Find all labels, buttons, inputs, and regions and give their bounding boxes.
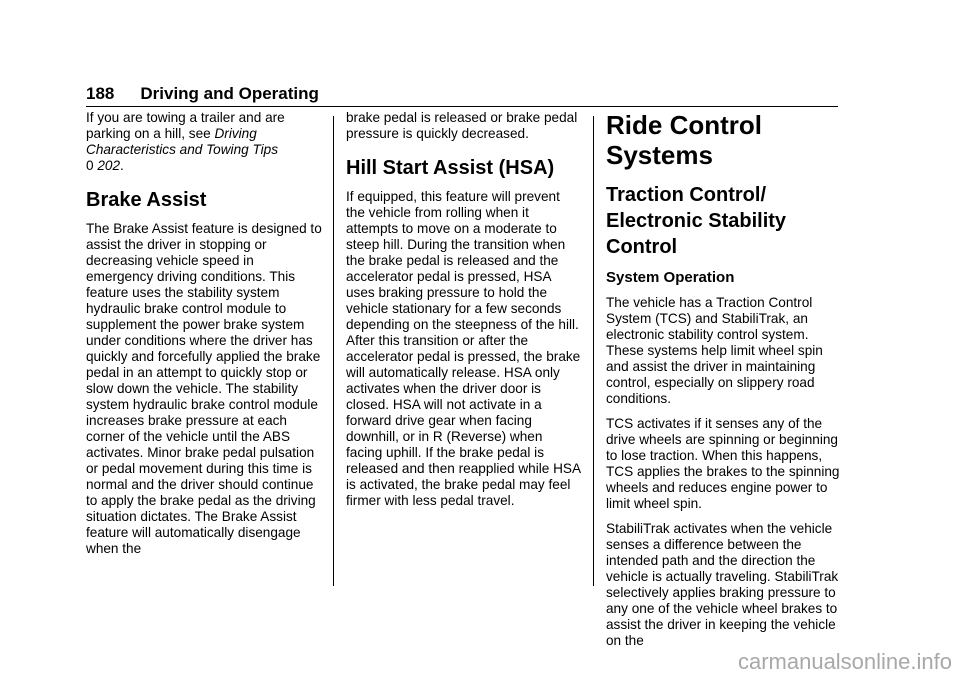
system-operation-heading: System Operation [606, 269, 735, 286]
column-divider [593, 116, 594, 586]
column-divider [333, 116, 334, 586]
column-middle [346, 110, 582, 518]
system-operation-p3: StabiliTrak activates when the vehicle senses a difference between the intended path and the direction the vehicle is actually traveling. StabiliTrak selectively applies braking pressure to any one of the vehicle wheel brakes to assist the driver in keeping the vehicle on the [606, 521, 839, 648]
header-rule [86, 106, 838, 107]
column-left [86, 110, 322, 566]
traction-control-heading: Traction Control/ Electronic Stability Control [606, 184, 787, 258]
brake-assist-heading: Brake Assist [86, 189, 207, 211]
page-ref-symbol: 0 [86, 158, 94, 173]
towing-link[interactable]: Driving Characteristics and Towing Tips [86, 126, 279, 157]
page-ref[interactable]: 202 [97, 158, 121, 173]
towing-note [86, 110, 322, 174]
ride-control-title: Ride Control Systems [606, 110, 762, 170]
towing-note-text: If you are towing a trailer and are parking on a hill, see [86, 110, 285, 141]
page-header [86, 84, 319, 104]
watermark: carmanualsonline.info [737, 649, 952, 674]
system-operation-p2: TCS activates if it senses any of the drive wheels are spinning or beginning to lose traction. When this happens, TCS applies the brakes to the spinning wheels and reduces engine power to limit wheel spin. [606, 416, 840, 511]
towing-note-end: . [120, 158, 124, 173]
hsa-heading: Hill Start Assist (HSA) [346, 157, 555, 179]
section-title: Driving and Operating [140, 84, 319, 103]
hsa-body: If equipped, this feature will prevent the vehicle from rolling when it attempts to move on a moderate to steep hill. During the transition when the brake pedal is released and the accelerator pedal is pressed, HSA uses braking pressure to hold the vehicle stationary for a few seconds depending on the steepness of the hill. After this transition or after the accelerator pedal is pressed, the brake will automatically release. HSA only activates when the driver door is closed. HSA will not activate in a forward drive gear when facing downhill, or in R (Reverse) when facing uphill. If the brake pedal is released and then reapplied while HSA is activated, the brake pedal may feel firmer with less pedal travel. [346, 189, 581, 508]
page-number: 188 [86, 84, 115, 103]
brake-assist-continued: brake pedal is released or brake pedal pressure is quickly decreased. [346, 110, 578, 141]
column-right [606, 110, 842, 658]
system-operation-p1: The vehicle has a Traction Control System (TCS) and StabiliTrak, an electronic stability control system. These systems help limit wheel spin and assist the driver in maintaining control, especially on slippery road conditions. [606, 295, 823, 406]
brake-assist-body: The Brake Assist feature is designed to assist the driver in stopping or decreasing vehicle speed in emergency driving conditions. This feature uses the stability system hydraulic brake control module to supplement the power brake system under conditions where the driver has quickly and forcefully applied the brake pedal in an attempt to quickly stop or slow down the vehicle. The stability system hydraulic brake control module increases brake pressure at each corner of the vehicle until the ABS activates. Minor brake pedal pulsation or pedal movement during this time is normal and the driver should continue to apply the brake pedal as the driving situation dictates. The Brake Assist feature will automatically disengage when the [86, 221, 322, 556]
